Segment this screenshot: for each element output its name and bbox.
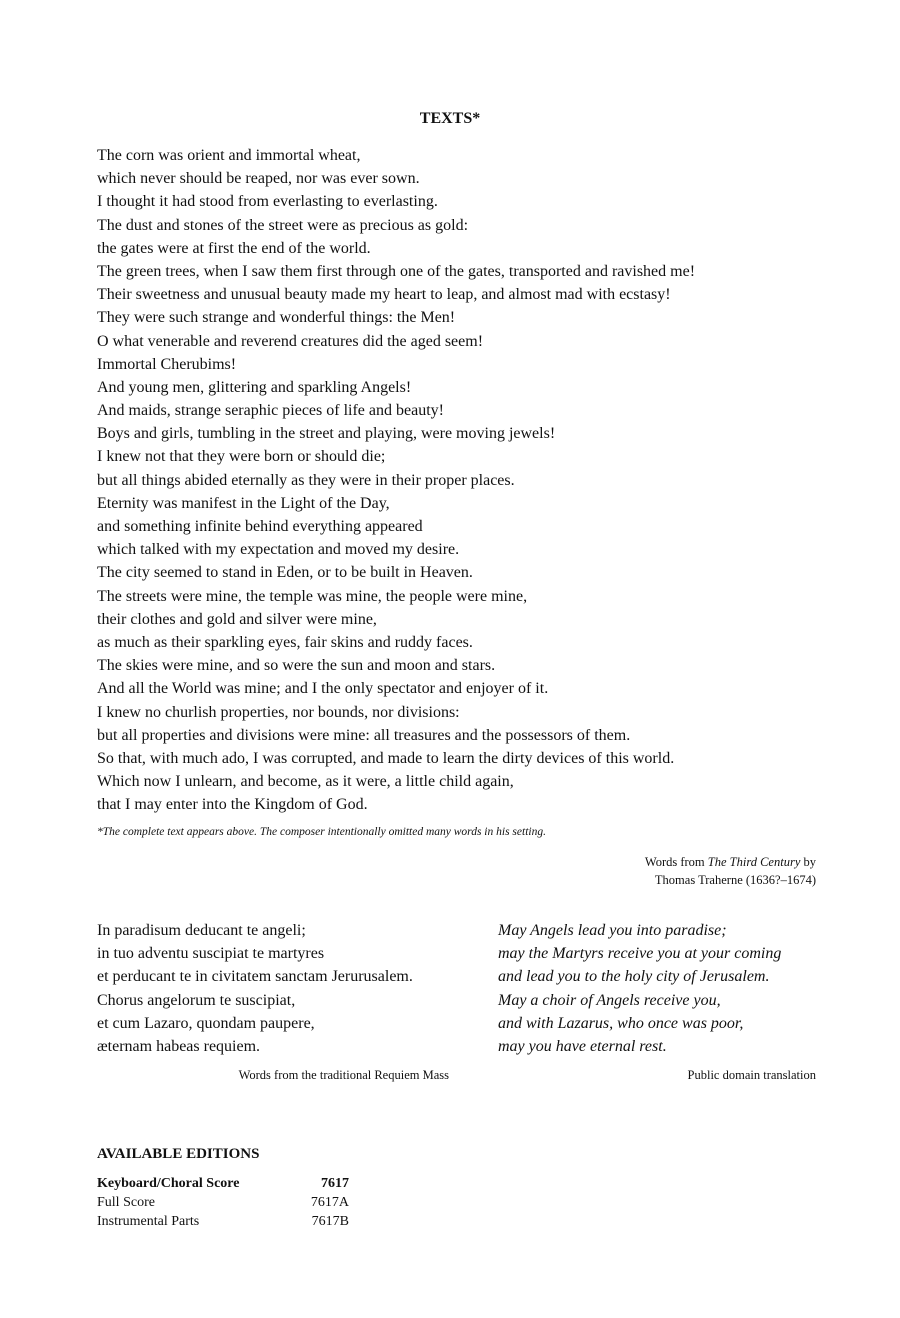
english-line: may the Martyrs receive you at your coming <box>498 945 782 963</box>
poem-line: They were such strange and wonderful things: the Men! <box>97 309 456 327</box>
english-line: may you have eternal rest. <box>498 1037 667 1055</box>
poem-line: The green trees, when I saw them first through one of the gates, transported and ravished me! <box>97 262 696 280</box>
poem-line: And maids, strange seraphic pieces of life and beauty! <box>97 402 444 420</box>
poem-line: The dust and stones of the street were as precious as gold: <box>97 216 469 234</box>
latin-text <box>97 919 457 1058</box>
poem-line: Immortal Cherubims! <box>97 355 237 373</box>
poem-line: Their sweetness and unusual beauty made my heart to leap, and almost mad with ecstasy! <box>97 286 671 304</box>
latin-line: in tuo adventu suscipiat te martyres <box>97 945 325 963</box>
edition-name: Keyboard/Choral Score <box>97 1176 240 1191</box>
edition-row <box>97 1212 349 1231</box>
poem-line: O what venerable and reverend creatures did the aged seem! <box>97 332 484 350</box>
poem-line: The corn was orient and immortal wheat, <box>97 147 361 164</box>
poem-line: as much as their sparkling eyes, fair skins and ruddy faces. <box>97 633 473 651</box>
latin-line: et perducant te in civitatem sanctam Jerurusalem. <box>97 968 413 986</box>
poem-line: Which now I unlearn, and become, as it were, a little child again, <box>97 773 514 791</box>
edition-code: 7617 <box>321 1176 349 1191</box>
poem-line: Eternity was manifest in the Light of the Day, <box>97 494 390 512</box>
poem-line: their clothes and gold and silver were mine, <box>97 610 377 628</box>
poem-line: The streets were mine, the temple was mine, the people were mine, <box>97 587 528 605</box>
latin-line: Chorus angelorum te suscipiat, <box>97 991 296 1009</box>
poem-line: The city seemed to stand in Eden, or to be built in Heaven. <box>97 564 473 582</box>
english-credit: Public domain translation <box>687 1068 816 1082</box>
editions-list <box>97 1174 349 1231</box>
edition-row <box>97 1193 349 1212</box>
poem-line: which talked with my expectation and moved my desire. <box>97 541 460 559</box>
poem-line: that I may enter into the Kingdom of God. <box>97 796 368 814</box>
poem-line: Boys and girls, tumbling in the street and playing, were moving jewels! <box>97 425 556 443</box>
poem-credit <box>645 853 816 889</box>
poem-line: The skies were mine, and so were the sun and moon and stars. <box>97 657 496 675</box>
latin-line: et cum Lazaro, quondam paupere, <box>97 1014 315 1032</box>
poem-credit-source <box>645 853 816 871</box>
poem-line: the gates were at first the end of the world. <box>97 239 371 257</box>
latin-line: æternam habeas requiem. <box>97 1037 261 1055</box>
poem-line: So that, with much ado, I was corrupted, and made to learn the dirty devices of this world. <box>97 749 675 767</box>
english-translation <box>498 919 828 1058</box>
latin-credit: Words from the traditional Requiem Mass <box>238 1068 449 1082</box>
edition-code: 7617B <box>311 1214 349 1229</box>
editions-heading: AVAILABLE EDITIONS <box>97 1146 260 1162</box>
latin-line: In paradisum deducant te angeli; <box>97 922 306 939</box>
footnote: *The complete text appears above. The composer intentionally omitted many words in his setting. <box>97 826 546 838</box>
english-line: and with Lazarus, who once was poor, <box>498 1014 744 1032</box>
edition-row <box>97 1174 349 1193</box>
edition-name: Instrumental Parts <box>97 1214 200 1229</box>
english-line: and lead you to the holy city of Jerusalem. <box>498 968 770 986</box>
poem-line: And young men, glittering and sparkling Angels! <box>97 378 412 396</box>
poem-credit-work: The Third Century <box>707 855 801 869</box>
page-title: TEXTS* <box>419 110 481 127</box>
poem-line: and something infinite behind everything appeared <box>97 518 423 535</box>
poem-line: And all the World was mine; and I the only spectator and enjoyer of it. <box>97 680 549 698</box>
poem-line: which never should be reaped, nor was ever sown. <box>97 170 420 188</box>
poem-line: I knew no churlish properties, nor bounds, nor divisions: <box>97 703 460 721</box>
poem-line: I thought it had stood from everlasting to everlasting. <box>97 193 438 211</box>
poem-credit-prefix: Words from <box>644 855 708 869</box>
edition-code: 7617A <box>310 1195 349 1210</box>
poem-line: I knew not that they were born or should die; <box>97 448 386 466</box>
english-line: May Angels lead you into paradise; <box>498 922 727 939</box>
poem-credit-suffix: by <box>800 855 816 869</box>
poem-line: but all things abided eternally as they were in their proper places. <box>97 471 515 489</box>
poem-line: but all properties and divisions were mine: all treasures and the possessors of them. <box>97 726 631 744</box>
edition-name: Full Score <box>97 1195 155 1210</box>
english-line: May a choir of Angels receive you, <box>498 991 721 1009</box>
poem-credit-author: Thomas Traherne (1636?–1674) <box>654 873 816 887</box>
poem-text <box>97 144 817 816</box>
